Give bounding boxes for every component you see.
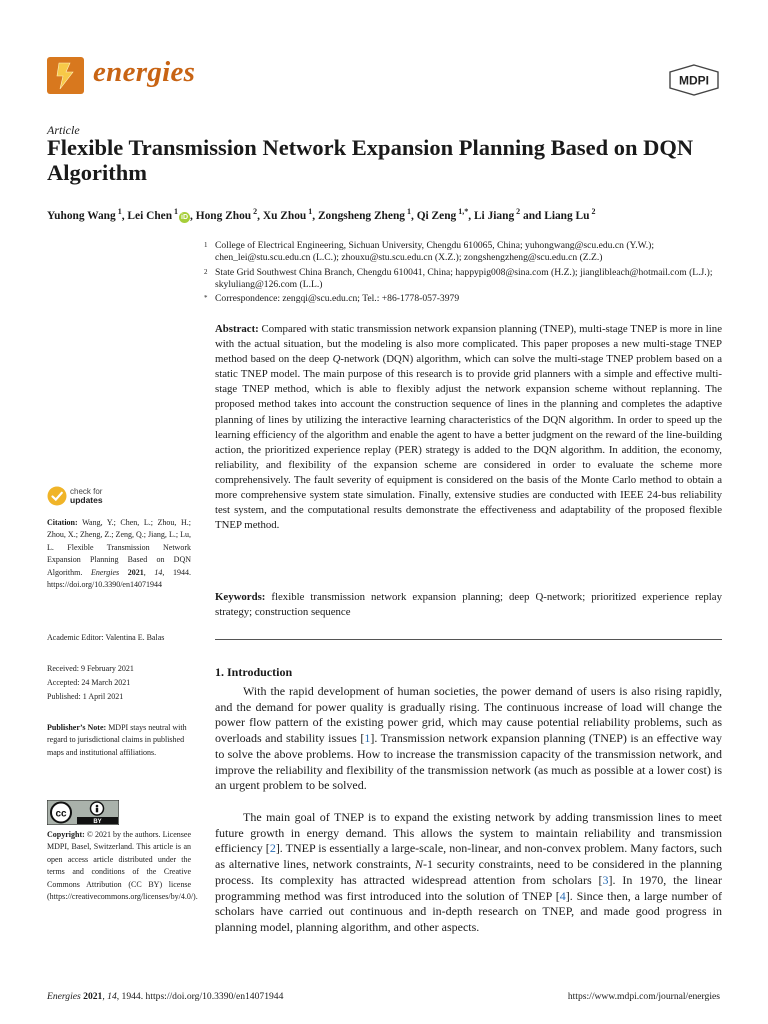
author-name[interactable]: Li Jiang $^2$	[473, 207, 521, 222]
publishers-note: Publisher’s Note: MDPI stays neutral with regard to jurisdictional claims in published maps and institutional affiliations.	[47, 723, 187, 757]
citation: Citation: Wang, Y.; Chen, L.; Zhou, H.; Zhou, X.; Zheng, Z.; Zeng, Q.; Jiang, L.; Lu, L. Flexible Transmission Network Expansion Planning Based on DQN Algorithm. Energies 2021, 14, 1944. https://doi.org/10.3390/en14071944	[47, 518, 192, 590]
published-date: Published: 1 April 2021	[47, 692, 124, 701]
reference-link[interactable]: 1	[364, 731, 371, 746]
section-heading-introduction: 1. Introduction	[215, 665, 293, 679]
author-list: Yuhong Wang $^1$, Lei Chen $^1$iD , Hong Zhou $^2$, Xu Zhou $^1$, Zongsheng Zheng $^1$, Qi Zeng $^{1,*}$, Li Jiang $^2$ and Liang Lu $^2$	[47, 207, 596, 222]
orcid-icon[interactable]: iD	[181, 213, 189, 221]
keywords: Keywords: flexible transmission network expansion planning; deep Q-network; prioritized experience replay strategy; construction sequence	[215, 591, 722, 619]
intro-paragraph-1: With the rapid development of human societies, the power demand of users is also rising rapidly, and the demand for power quality is gradually rising. The continuous increase of load will change the power flow pattern of the existing power grid, which may cause potential reliability problems, such as overloads and stability issues [1]. Transmission network expansion planning (TNEP) is an effective way to solve the above problems. How to increase the transmission capacity of the transmission network, and improve the reliability and flexibility of the transmission network (as much as possible at a lower cost) is an urgent problem to be solved.	[215, 684, 723, 793]
journal-logo	[47, 57, 84, 94]
svg-text:cc: cc	[55, 808, 67, 820]
footer-journal-url[interactable]: https://www.mdpi.com/journal/energies	[567, 991, 720, 1002]
academic-editor: Academic Editor: Valentina E. Balas	[47, 633, 165, 642]
intro-paragraph-2: The main goal of TNEP is to expand the existing network by adding transmission lines to meet future growth in energy demand. This allows the system to maintain reliability and transmission efficiency [2]. TNEP is essentially a large-scale, non-linear, and non-convex problem. Many factors, such as alternative lines, network constraints, N-1 security constraints, need to be considered in the planning process. Its complexity has attracted widespread attention from scholars [3]. In 1970, the linear programming method was first introduced into the solution of TNEP [4]. Since then, a large number of scholars have carried out continuous and in-depth research on TNEP, and made good progress in planning model, planning algorithm, and other aspects.	[215, 810, 723, 934]
copyright-notice: Copyright: © 2021 by the authors. Licensee MDPI, Basel, Switzerland. This article is an open access article distributed under the terms and conditions of the Creative Commons Attribution (CC BY) license (https://creativecommons.org/licenses/by/4.0/).	[47, 830, 198, 902]
received-date: Received: 9 February 2021	[47, 664, 134, 673]
author-name[interactable]: Yuhong Wang $^1$	[47, 207, 122, 222]
author-name[interactable]: Hong Zhou $^2$	[195, 207, 258, 222]
reference-link[interactable]: 2	[269, 841, 276, 856]
abstract: Abstract: Compared with static transmission network expansion planning (TNEP), multi-stage TNEP is more in line with the actual situation, but the modeling is also more complicated. This paper proposes a new multi-stage TNEP method based on the deep Q-network (DQN) algorithm, which can solve the multi-stage TNEP problem based on a static TNEP model. The main purpose of this research is to provide grid planners with a simple and effective multi-stage TNEP method, which is able to flexibly adjust the network expansion scheme without replanning. The proposed method takes into account the construction sequence of lines in the planning and completes the adaptive planning of lines by utilizing the interactive learning characteristics of the DQN algorithm. In order to speed up the learning efficiency of the algorithm and enable the agent to have a better judgment on the reward of the line-building action, the prioritized experience replay (PER) strategy is added to the DQN algorithm. In addition, the economy, reliability, and flexibility of the expansion scheme are considered in order to evaluate the scheme more comprehensively. The fault severity of equipment is considered on the basis of the Monte Carlo method to obtain a more comprehensive system state simulation. Finally, extensive studies are conducted with IEEE 24-bus reliability test system, and the computational results demonstrate the effectiveness and adaptability of the proposed flexible TNEP method.	[215, 323, 722, 532]
check-for-updates[interactable]: check for updates	[70, 487, 103, 505]
mdpi-logo[interactable]	[668, 64, 720, 96]
affiliation-1: 1 College of Electrical Engineering, Sichuan University, Chengdu 610065, China; yuhongwang@scu.edu.cn (Y.W.); chen_lei@stu.scu.edu.cn (L.C.); zhouxu@stu.scu.edu.cn (X.Z.); zongshengzheng@scu.edu.cn (Z.Z.)	[204, 240, 655, 263]
reference-link[interactable]: 3	[602, 872, 609, 887]
accepted-date: Accepted: 24 March 2021	[47, 678, 131, 687]
affiliation-2: 2 State Grid Southwest China Branch, Chengdu 610041, China; happypig008@sina.com (H.Z.); jianglibleach@hotmail.com (L.J.); skyluliang@126.com (L.L.)	[204, 267, 713, 290]
correspondence: * Correspondence: zengqi@scu.edu.cn; Tel.: +86-1778-057-3979	[204, 293, 460, 304]
check-for-updates-icon[interactable]	[47, 486, 67, 506]
section-divider	[215, 639, 722, 640]
journal-name[interactable]: energies	[93, 56, 196, 88]
author-name[interactable]: Lei Chen $^1$iD	[127, 207, 189, 222]
author-name[interactable]: Liang Lu $^2$	[544, 207, 596, 222]
author-name[interactable]: Zongsheng Zheng $^1$	[317, 207, 411, 222]
footer-citation: Energies 2021, 14, 1944. https://doi.org/10.3390/en14071944	[47, 991, 284, 1002]
cc-by-license-icon[interactable]	[47, 800, 119, 825]
paper-title: Flexible Transmission Network Expansion Planning Based on DQN Algorithm	[47, 135, 694, 185]
lightning-bolt-icon	[47, 57, 84, 94]
author-name[interactable]: Qi Zeng $^{1,*}$	[416, 207, 469, 222]
mdpi-logo-text: MDPI	[679, 73, 709, 88]
author-name[interactable]: Xu Zhou $^1$	[262, 207, 313, 222]
cc-by-label: BY	[93, 819, 102, 825]
reference-link[interactable]: 4	[559, 888, 566, 903]
article-type: Article	[47, 123, 80, 137]
